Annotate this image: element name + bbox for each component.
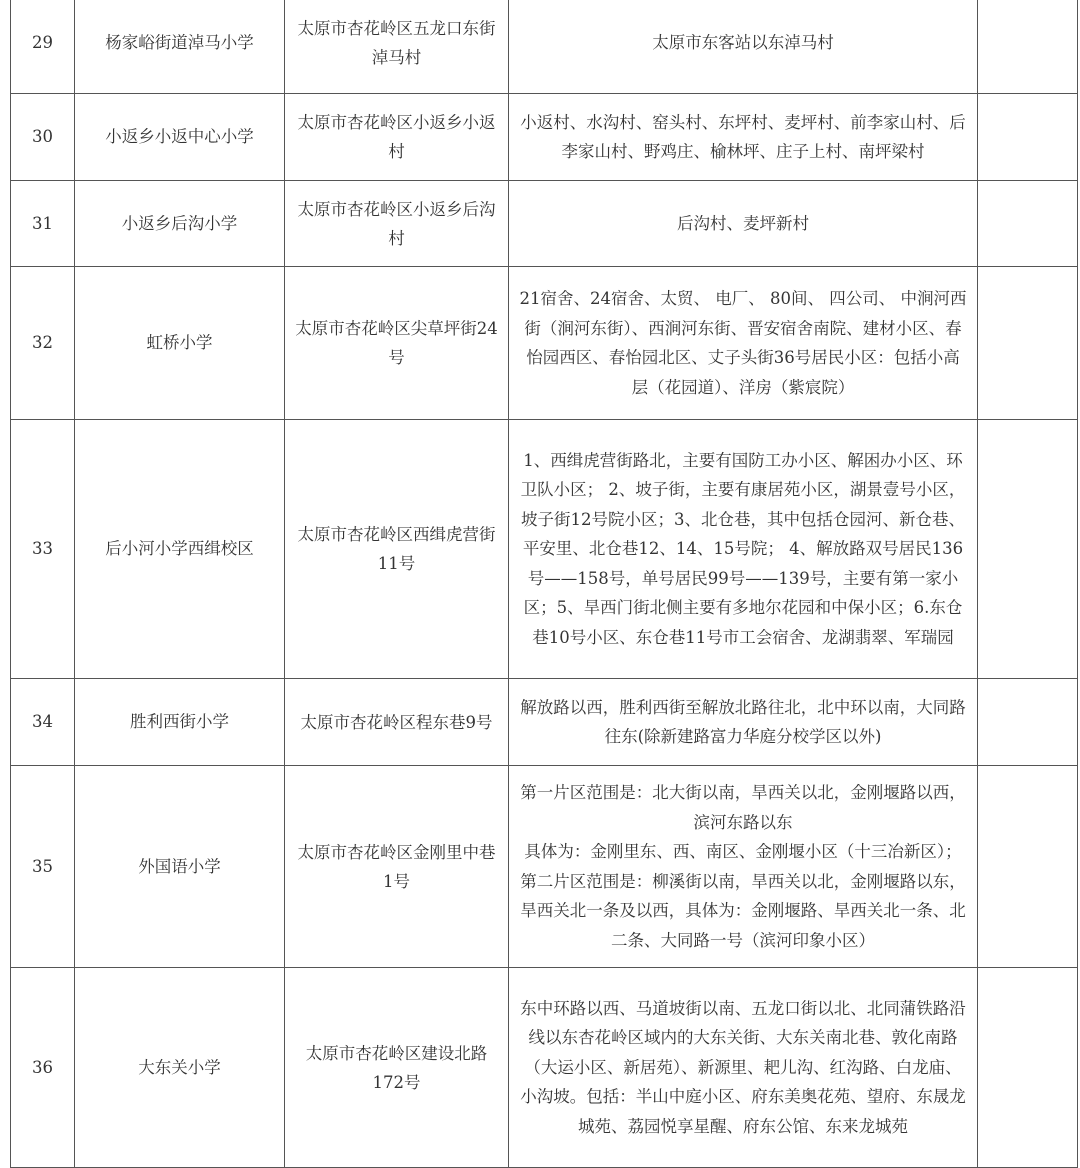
school-name: 小返乡后沟小学 bbox=[75, 181, 285, 267]
school-district-table bbox=[10, 0, 1078, 1168]
note-cell bbox=[978, 968, 1078, 1168]
school-address: 太原市杏花岭区尖草坪街24号 bbox=[285, 267, 509, 420]
enrollment-area: 解放路以西，胜利西街至解放北路往北，北中环以南，大同路往东(除新建路富力华庭分校学区以外) bbox=[509, 679, 978, 766]
row-number: 33 bbox=[11, 420, 75, 679]
table-row bbox=[11, 267, 1078, 420]
enrollment-area: 小返村、水沟村、窑头村、东坪村、麦坪村、前李家山村、后李家山村、野鸡庄、榆林坪、庄子上村、南坪梁村 bbox=[509, 94, 978, 181]
note-cell bbox=[978, 267, 1078, 420]
note-cell bbox=[978, 766, 1078, 968]
enrollment-area bbox=[509, 766, 978, 968]
table-row bbox=[11, 0, 1078, 94]
school-address: 太原市杏花岭区小返乡后沟村 bbox=[285, 181, 509, 267]
enrollment-area: 太原市东客站以东淖马村 bbox=[509, 0, 978, 94]
row-number: 36 bbox=[11, 968, 75, 1168]
school-name: 小返乡小返中心小学 bbox=[75, 94, 285, 181]
table-row bbox=[11, 420, 1078, 679]
enrollment-area: 东中环路以西、马道坡街以南、五龙口街以北、北同蒲铁路沿线以东杏花岭区域内的大东关街、大东关南北巷、敦化南路（大运小区、新居苑）、新源里、耙儿沟、红沟路、白龙庙、小沟坡。包括：半山中庭小区、府东美奥花苑、望府、东晟龙城苑、荔园悦享星醒、府东公馆、东来龙城苑 bbox=[509, 968, 978, 1168]
school-name: 虹桥小学 bbox=[75, 267, 285, 420]
table-row bbox=[11, 679, 1078, 766]
school-address: 太原市杏花岭区小返乡小返村 bbox=[285, 94, 509, 181]
note-cell bbox=[978, 0, 1078, 94]
school-name: 大东关小学 bbox=[75, 968, 285, 1168]
row-number: 35 bbox=[11, 766, 75, 968]
table-row bbox=[11, 181, 1078, 267]
school-address: 太原市杏花岭区程东巷9号 bbox=[285, 679, 509, 766]
table-row bbox=[11, 94, 1078, 181]
enrollment-area: 21宿舍、24宿舍、太贸、 电厂、 80间、 四公司、 中涧河西街（涧河东街）、西涧河东街、晋安宿舍南院、建材小区、春怡园西区、春怡园北区、丈子头街36号居民小区：包括小高层（花园道）、洋房（紫宸院） bbox=[509, 267, 978, 420]
enrollment-area-part-1: 第一片区范围是：北大街以南，旱西关以北，金刚堰路以西，滨河东路以东 bbox=[520, 783, 966, 832]
school-address: 太原市杏花岭区西缉虎营街11号 bbox=[285, 420, 509, 679]
school-address: 太原市杏花岭区建设北路172号 bbox=[285, 968, 509, 1168]
table-row bbox=[11, 766, 1078, 968]
row-number: 32 bbox=[11, 267, 75, 420]
school-name: 后小河小学西缉校区 bbox=[75, 420, 285, 679]
enrollment-area: 1、西缉虎营街路北，主要有国防工办小区、解困办小区、环卫队小区； 2、坡子街，主要有康居苑小区，湖景壹号小区，坡子街12号院小区；3、北仓巷，其中包括仓园河、新仓巷、平安里、北仓巷12、14、15号院； 4、解放路双号居民136号——158号，单号居民99号——139号，主要有第一家小区；5、旱西门街北侧主要有多地尔花园和中保小区；6.东仓巷10号小区、东仓巷11号市工会宿舍、龙湖翡翠、军瑞园 bbox=[509, 420, 978, 679]
note-cell bbox=[978, 679, 1078, 766]
note-cell bbox=[978, 94, 1078, 181]
note-cell bbox=[978, 420, 1078, 679]
row-number: 34 bbox=[11, 679, 75, 766]
school-address: 太原市杏花岭区金刚里中巷1号 bbox=[285, 766, 509, 968]
note-cell bbox=[978, 181, 1078, 267]
row-number: 30 bbox=[11, 94, 75, 181]
school-name: 胜利西街小学 bbox=[75, 679, 285, 766]
school-name: 外国语小学 bbox=[75, 766, 285, 968]
enrollment-area-part-2: 具体为：金刚里东、西、南区、金刚堰小区（十三冶新区）；第二片区范围是：柳溪街以南，旱西关以北，金刚堰路以东，旱西关北一条及以西，具体为：金刚堰路、旱西关北一条、北二条、大同路一号（滨河印象小区） bbox=[520, 842, 966, 950]
row-number: 31 bbox=[11, 181, 75, 267]
school-address: 太原市杏花岭区五龙口东街淖马村 bbox=[285, 0, 509, 94]
enrollment-area: 后沟村、麦坪新村 bbox=[509, 181, 978, 267]
school-name: 杨家峪街道淖马小学 bbox=[75, 0, 285, 94]
table-row bbox=[11, 968, 1078, 1168]
row-number: 29 bbox=[11, 0, 75, 94]
